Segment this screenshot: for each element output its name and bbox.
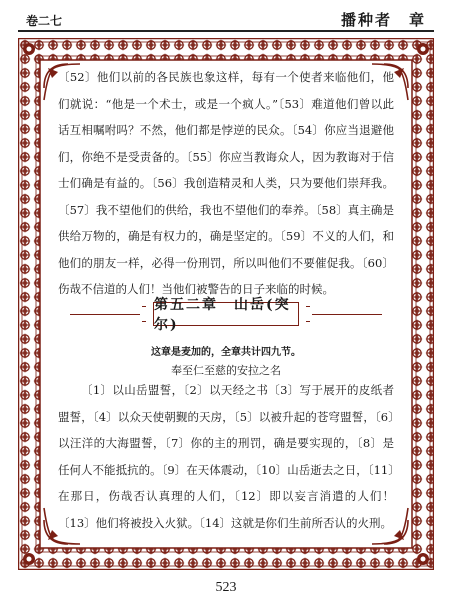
verses-top [58, 64, 394, 303]
volume-label: 卷二七 [26, 14, 63, 28]
chapter-line-left [70, 314, 140, 315]
chapter-note: 这章是麦加的，全章共计四九节。 [151, 347, 301, 358]
running-title: 播种者 章 [340, 11, 426, 29]
chapter-title: 第五二章 山岳(突尔) [154, 297, 291, 333]
chapter-line-right [312, 314, 382, 315]
bismillah: 奉至仁至慈的安拉之名 [171, 364, 281, 377]
page-number: 523 [215, 580, 237, 595]
header-rule [18, 30, 434, 32]
verses-bottom [58, 377, 394, 536]
verse-paragraph: 〔1〕以山岳盟誓，〔2〕以天经之书〔3〕写于展开的皮纸者盟誓，〔4〕以众天使朝觐的天房，〔5〕以被升起的苍穹盟誓，〔6〕以汪洋的大海盟誓，〔7〕你的主的刑罚，确是要实现的，〔8〕是任何人不能抵抗的。〔9〕在天体震动，〔10〕山岳逝去之日，〔11〕在那日，伤哉否认真理的人们，〔12〕即以妄言消遣的人们！〔13〕他们将被投入火狱。〔14〕这就是你们生前所否认的火刑。 [58, 383, 394, 530]
page-header [18, 8, 434, 30]
chapter-heading [153, 297, 299, 333]
verse-paragraph: 〔52〕他们以前的各民族也象这样，每有一个使者来临他们，他们就说：“他是一个术士，或是一个疯人。”〔53〕难道他们曾以此话互相嘱咐吗？不然，他们都是悖逆的民众。〔54〕你应当退避他们，你绝不是受责备的。〔55〕你应当教诲众人，因为教诲对于信士们确是有益的。〔56〕我创造精灵和人类，只为要他们崇拜我。〔57〕我不望他们的供给，我也不望他们的奉养。〔58〕真主确是供给万物的，确是有权力的，确是坚定的。〔59〕不义的人们，和他们的朋友一样，必得一份刑罚，所以叫他们不要催促我。〔60〕伤哉不信道的人们！当他们被警告的日子来临的时候。 [58, 70, 394, 296]
